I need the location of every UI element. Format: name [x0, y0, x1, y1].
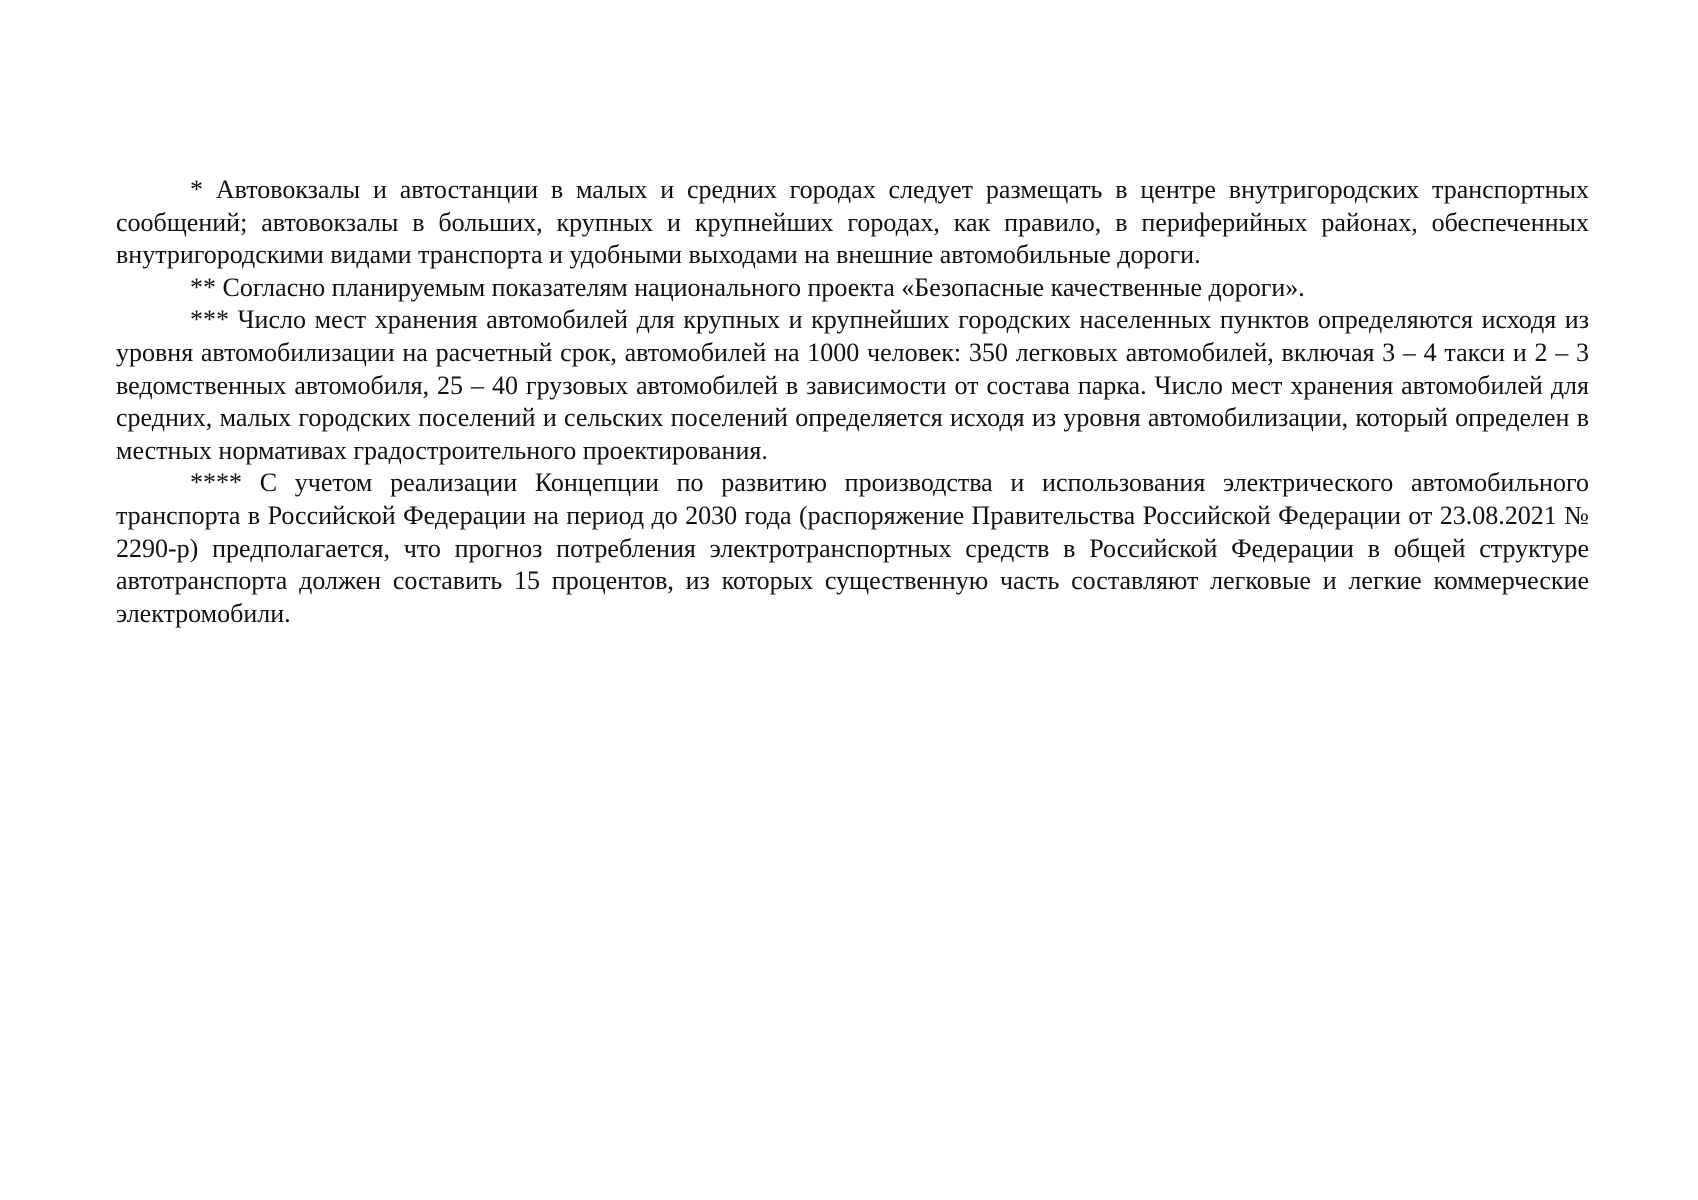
- footnote-parking-spaces: *** Число мест хранения автомобилей для крупных и крупнейших городских населенных пунктов определяются исходя из уровня автомобилизации на расчетный срок, автомобилей на 1000 человек: 350 легковых автомобилей, включая 3 – 4 такси и 2 – 3 ведомственных автомобиля, 25 – 40 грузовых автомобилей в зависимости от состава парка. Число мест хранения автомобилей для средних, малых городских поселений и сельских поселений определяется исходя из уровня автомобилизации, который определен в местных нормативах градостроительного проектирования.: [116, 305, 1589, 465]
- footnote-national-project: ** Согласно планируемым показателям национального проекта «Безопасные качественные дороги».: [190, 272, 1305, 302]
- footnotes-block: [116, 174, 1589, 630]
- footnote-electric-vehicles: **** С учетом реализации Концепции по развитию производства и использования электрического автомобильного транспорта в Российской Федерации на период до 2030 года (распоряжение Правительства Российской Федерации от 23.08.2021 № 2290-р) предполагается, что прогноз потребления электротранспортных средств в Российской Федерации в общей структуре автотранспорта должен составить 15 процентов, из которых существенную часть составляют легковые и легкие коммерческие электромобили.: [116, 468, 1589, 628]
- footnote-bus-stations: * Автовокзалы и автостанции в малых и средних городах следует размещать в центре внутригородских транспортных сообщений; автовокзалы в больших, крупных и крупнейших городах, как правило, в периферийных районах, обеспеченных внутригородскими видами транспорта и удобными выходами на внешние автомобильные дороги.: [116, 175, 1589, 270]
